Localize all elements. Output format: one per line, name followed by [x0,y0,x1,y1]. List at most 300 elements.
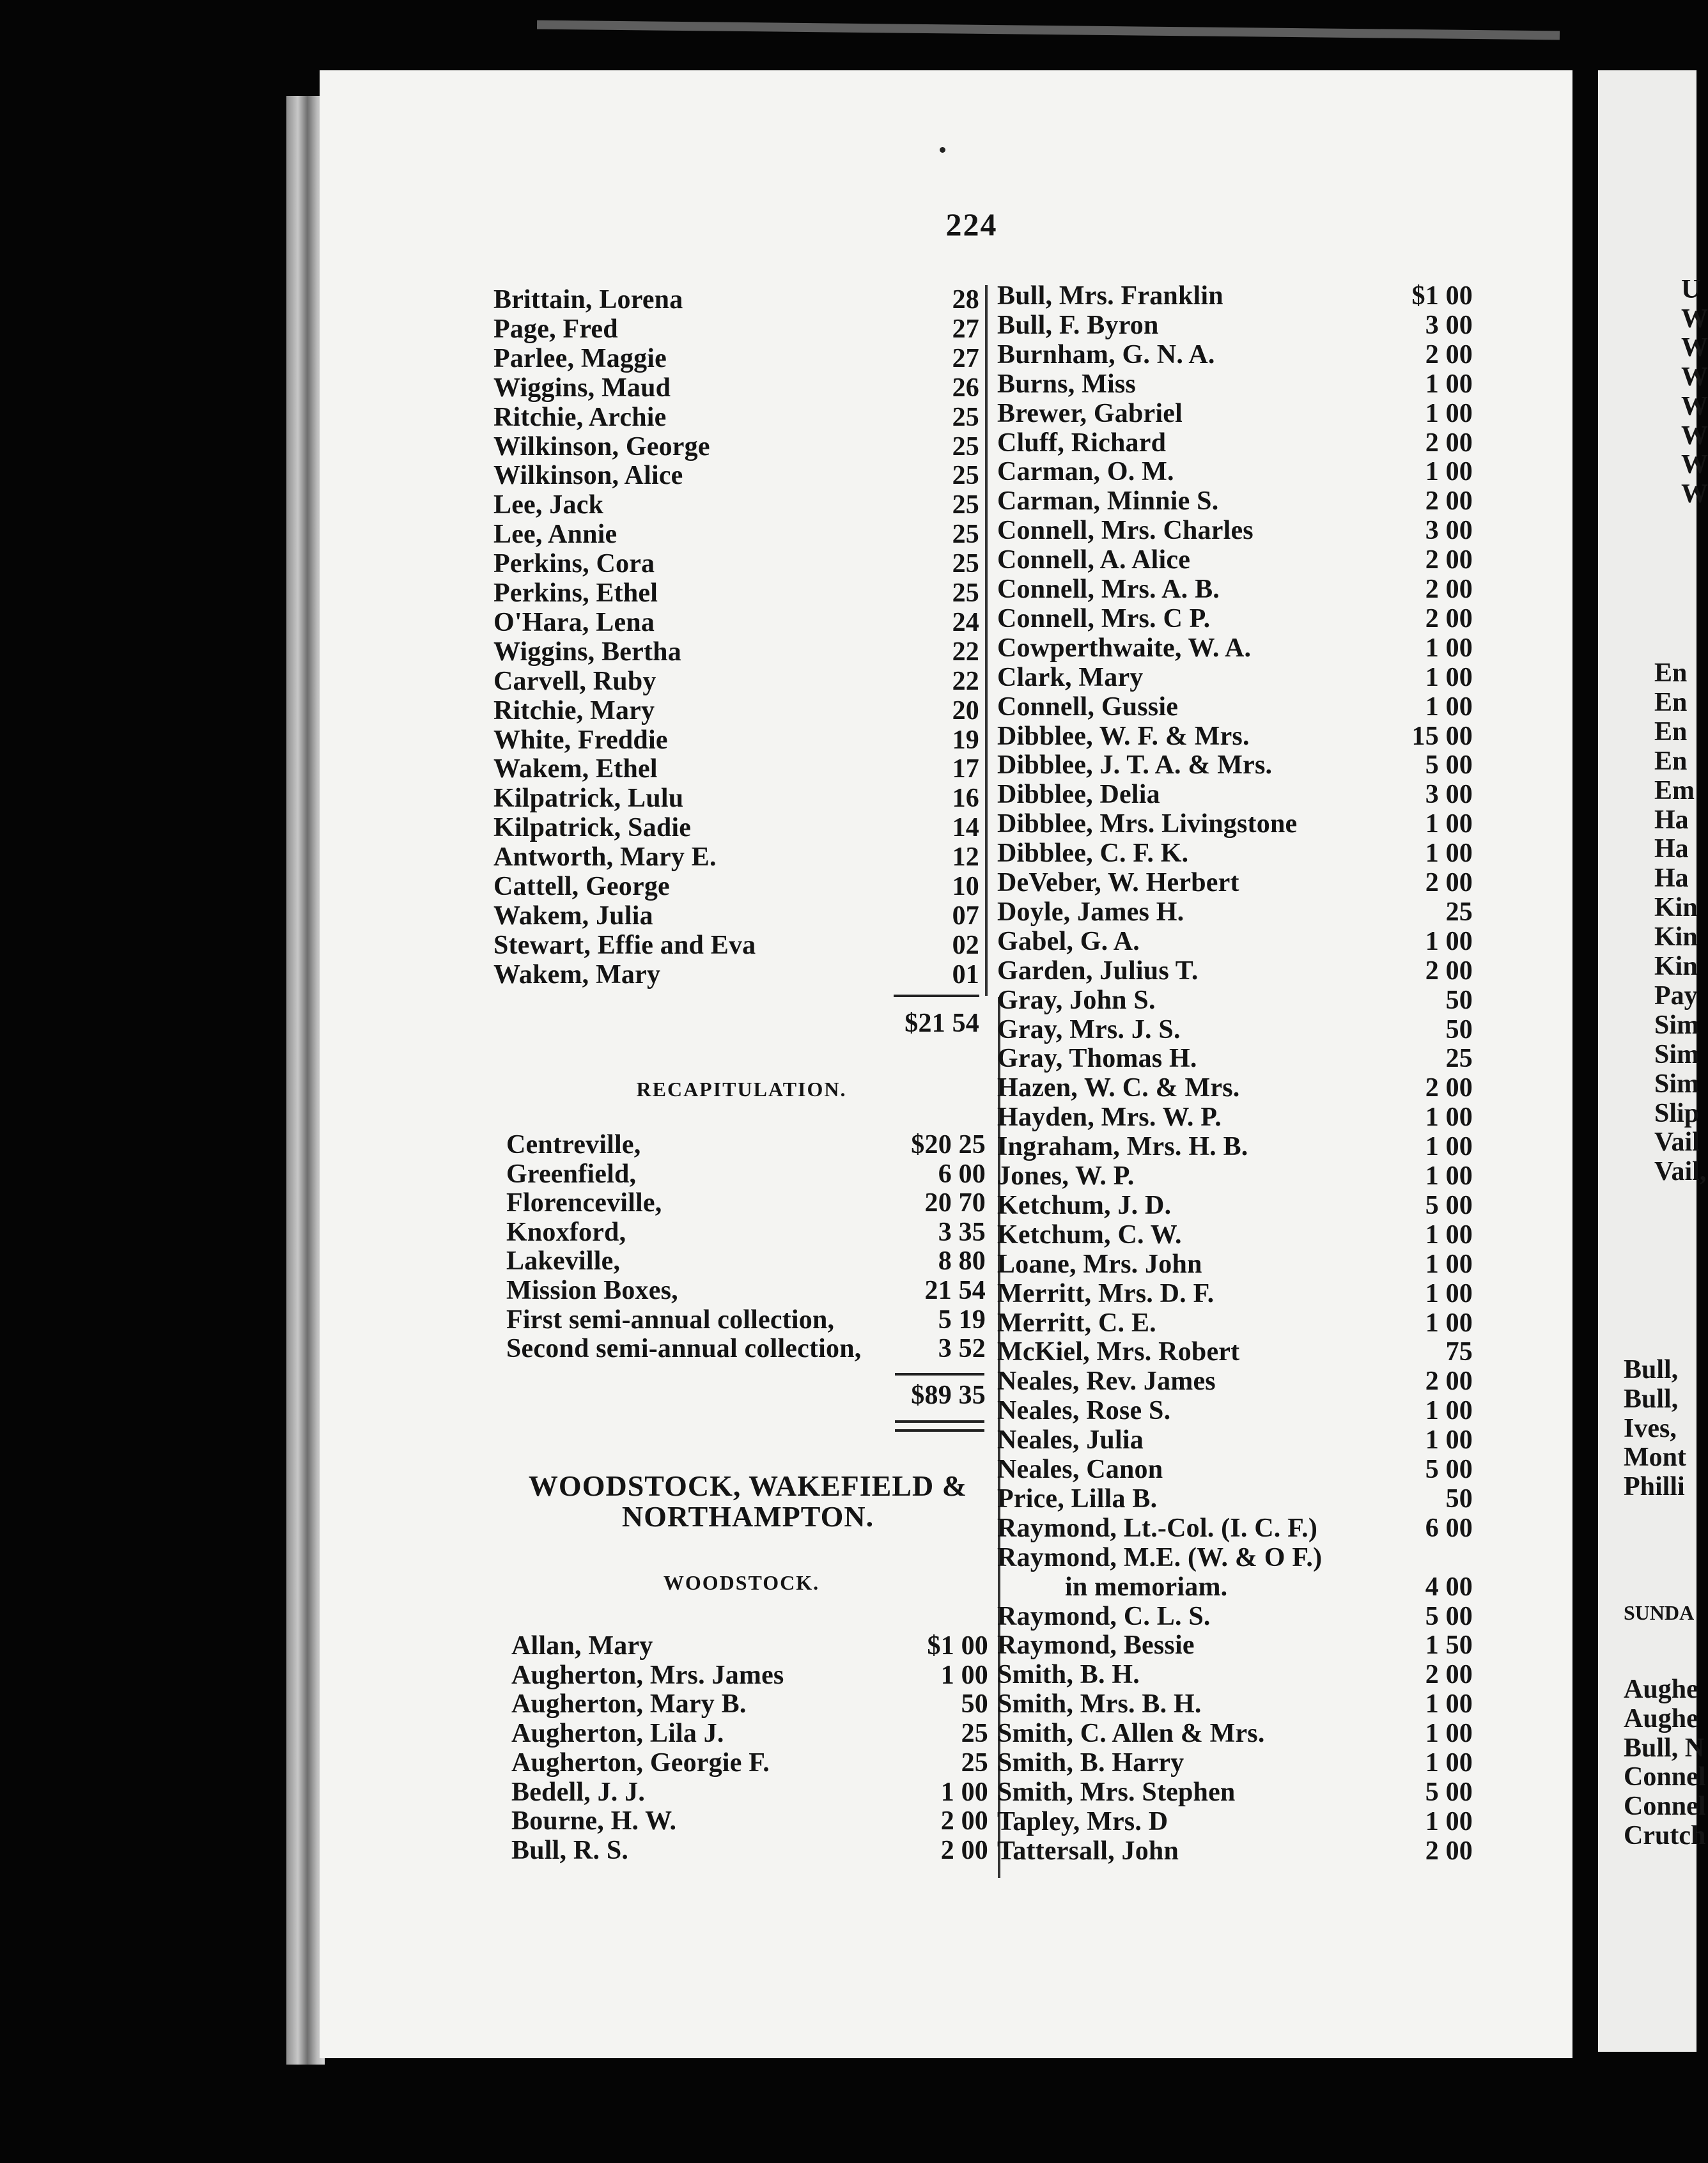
col2-name: Neales, Rev. James [997,1367,1216,1397]
col2-entry [997,1602,1473,1631]
next-page-text: Crutch [1624,1821,1706,1850]
col2-name: Doyle, James H. [997,897,1184,927]
col1-entry [493,373,979,403]
col2-amount: 25 [1445,897,1473,927]
col1-amount: 25 [952,549,979,579]
col2-entry [997,1514,1473,1543]
col2-name: DeVeber, W. Herbert [997,868,1239,897]
next-page-text: Mont [1624,1443,1686,1473]
col1-name: Perkins, Ethel [493,578,658,608]
next-page-text: Pay [1654,981,1698,1011]
next-page-text: Bull, [1624,1355,1679,1384]
col2-name: Burns, Miss [997,369,1136,399]
woodstock-name: Bedell, J. J. [511,1777,646,1807]
col2-name: Ketchum, J. D. [997,1190,1172,1220]
col2-name: Hazen, W. C. & Mrs. [997,1073,1240,1103]
col2-entry [997,927,1473,956]
col1-name: Ritchie, Mary [493,695,655,725]
col2-name: Raymond, C. L. S. [997,1601,1211,1631]
col2-name: Cluff, Richard [997,428,1167,458]
col1-name: Parlee, Maggie [493,343,667,373]
recap-entry [506,1218,986,1247]
col2-amount: 1 00 [1425,398,1473,428]
col2-amount: 2 00 [1425,956,1473,986]
recap-entry [506,1305,986,1335]
col2-name: Gray, John S. [997,985,1156,1015]
col1-entry [493,461,979,490]
col1-amount: 10 [952,872,979,901]
col1-amount: 12 [952,842,979,872]
recap-entry [506,1188,986,1218]
recap-entry [506,1130,986,1159]
recap-amount: 3 52 [938,1334,986,1364]
col2-name: Raymond, M.E. (W. & O F.) [997,1542,1323,1572]
col2-amount: 1 00 [1425,1748,1473,1778]
next-page-text: Vail [1654,1128,1700,1158]
woodstock-entry [511,1631,988,1661]
next-page-text: Connel [1624,1762,1706,1792]
col2-amount: 1 50 [1425,1631,1473,1661]
col2-entry [997,1367,1473,1396]
col1-amount: 07 [952,901,979,931]
section-title-line2: NORTHAMPTON. [621,1500,874,1533]
col2-amount: 1 00 [1425,457,1473,487]
col2-amount: 50 [1445,985,1473,1015]
col1-name: Perkins, Cora [493,549,655,579]
col1-amount: 25 [952,490,979,520]
col2-entry [997,1337,1473,1367]
col1-entry [493,842,979,872]
col1-amount: 25 [952,402,979,432]
col1-amount: 16 [952,784,979,814]
col2-amount: 2 00 [1425,575,1473,604]
col2-entry [997,1455,1473,1484]
col2-amount: 1 00 [1425,926,1473,956]
col2-amount: 1 00 [1425,662,1473,692]
col1-entry [493,344,979,373]
col2-amount: 4 00 [1425,1572,1473,1602]
col1-name: Wakem, Julia [493,901,653,931]
col1-entry [493,490,979,520]
col2-entry [997,1836,1473,1866]
woodstock-name: Augherton, Mrs. James [511,1660,784,1690]
col2-amount: 5 00 [1425,1777,1473,1807]
col2-entry [997,1660,1473,1689]
col1-entry [493,637,979,667]
col2-amount: 1 00 [1425,369,1473,399]
col2-amount: 2 00 [1425,1660,1473,1690]
col2-name: Tattersall, John [997,1836,1179,1866]
col2-entry [997,1073,1473,1103]
col1-entry [493,520,979,549]
col1-amount: 14 [952,813,979,843]
col2-entry [997,428,1473,458]
col2-entry [997,780,1473,809]
top-scan-strip [537,20,1560,40]
next-page-text: Slip [1654,1098,1700,1128]
recap-double-rule-1 [895,1420,984,1423]
col2-amount: 1 00 [1425,1132,1473,1162]
next-page-text: Vail, [1654,1157,1707,1187]
col2-entry [997,486,1473,516]
col2-amount: 75 [1445,1337,1473,1367]
section-title-line1: WOODSTOCK, WAKEFIELD & [528,1469,968,1502]
next-page-text: Kin [1654,893,1698,923]
col1-entry [493,754,979,784]
col2-entry [997,1807,1473,1836]
woodstock-name: Allan, Mary [511,1631,653,1661]
next-page-text: Ha [1654,864,1689,894]
recap-heading: RECAPITULATION. [636,1078,847,1101]
col1-entry [493,667,979,696]
col1-name: Cattell, George [493,872,670,901]
col1-amount: 25 [952,520,979,550]
col1-name: Wiggins, Bertha [493,637,681,667]
col2-entry [997,1191,1473,1220]
col2-amount: 50 [1445,1014,1473,1044]
next-page-text: Kin [1654,952,1698,981]
woodstock-entry [511,1806,988,1836]
col1-name: Carvell, Ruby [493,666,656,696]
woodstock-name: Bourne, H. W. [511,1806,677,1836]
next-page-text: Ives, [1624,1413,1677,1443]
col2-name: Carman, O. M. [997,457,1174,487]
woodstock-amount: 1 00 [940,1777,988,1807]
next-page-text: U [1681,275,1701,304]
col1-amount: 22 [952,637,979,667]
col2-name: Dibblee, W. F. & Mrs. [997,721,1250,751]
col2-name: Tapley, Mrs. D [997,1806,1168,1836]
subsection-heading: WOODSTOCK. [663,1571,820,1594]
col1-entry [493,813,979,842]
col2-amount: 1 00 [1425,1103,1473,1133]
col2-name: Jones, W. P. [997,1161,1135,1191]
col2-amount: 1 00 [1425,1161,1473,1191]
col2-entry [997,839,1473,868]
col2-amount: 2 00 [1425,486,1473,516]
woodstock-entry [511,1748,988,1778]
woodstock-amount: 1 00 [940,1660,988,1690]
col2-name: Connell, A. Alice [997,545,1191,575]
col2-amount: 1 00 [1425,1806,1473,1836]
woodstock-entry [511,1689,988,1719]
next-page-text: Bull, [1624,1384,1679,1414]
col2-entry [997,1543,1473,1572]
col1-name: Wakem, Mary [493,959,661,989]
woodstock-amount: 25 [961,1719,988,1749]
col1-entry [493,549,979,578]
col2-name: Bull, F. Byron [997,310,1159,340]
col1-name: Lee, Jack [493,490,604,520]
col1-entry [493,725,979,755]
col2-entry [997,1161,1473,1191]
recap-amount: 21 54 [924,1276,986,1305]
woodstock-amount: 2 00 [940,1806,988,1836]
col2-entry [997,604,1473,633]
col1-amount: 17 [952,754,979,784]
col2-name: Smith, B. Harry [997,1748,1184,1778]
col1-entry [493,403,979,432]
col2-amount: 1 00 [1425,692,1473,722]
col2-entry [997,809,1473,839]
col2-amount: 1 00 [1425,839,1473,869]
col2-amount: 5 00 [1425,1601,1473,1631]
woodstock-name: Augherton, Mary B. [511,1689,747,1719]
col1-name: Page, Fred [493,314,618,344]
col1-entry [493,314,979,344]
recap-name: Florenceville, [506,1188,662,1218]
col2-name: Gabel, G. A. [997,926,1140,956]
col2-name: Connell, Gussie [997,692,1179,722]
col1-name: Wiggins, Maud [493,373,671,403]
col2-name: Raymond, Bessie [997,1631,1195,1661]
col2-name: Connell, Mrs. Charles [997,516,1254,546]
col2-entry [997,956,1473,986]
woodstock-name: Bull, R. S. [511,1835,629,1865]
col2-amount: 2 00 [1425,1367,1473,1397]
col2-entry [997,1631,1473,1660]
printer-dot [940,147,945,153]
next-page-text: Connel [1624,1792,1706,1822]
recap-total-amount: $89 35 [911,1381,986,1410]
col1-entry [493,285,979,314]
next-page-text: W [1681,362,1708,392]
next-page-text: W [1681,391,1708,421]
col1-amount: 19 [952,725,979,755]
next-page-text: En [1654,687,1688,717]
col2-entry [997,516,1473,545]
col2-amount: 1 00 [1425,1220,1473,1250]
col2-amount: 3 00 [1425,780,1473,810]
col2-amount: $1 00 [1411,281,1473,311]
col2-amount: 5 00 [1425,1455,1473,1484]
next-page-text: En [1654,717,1688,747]
col1-name: Stewart, Effie and Eva [493,930,756,960]
col2-entry [997,1484,1473,1514]
col2-entry [997,1689,1473,1719]
col2-entry [997,1778,1473,1807]
col2-entry [997,1396,1473,1425]
col2-name: Smith, C. Allen & Mrs. [997,1719,1265,1749]
col2-amount: 2 00 [1425,1836,1473,1866]
col2-name: Merritt, Mrs. D. F. [997,1278,1215,1308]
col2-name: Dibblee, Mrs. Livingstone [997,809,1298,839]
col2-name: Connell, Mrs. A. B. [997,575,1220,604]
col1-name: Kilpatrick, Lulu [493,784,684,814]
col2-amount: 2 00 [1425,868,1473,897]
col1-name: Brittain, Lorena [493,285,683,314]
col2-name: Connell, Mrs. C P. [997,603,1211,633]
col2-entry [997,633,1473,663]
col1-amount: 22 [952,666,979,696]
col2-entry [997,1308,1473,1338]
col2-name: Ketchum, C. W. [997,1220,1182,1250]
next-page-text: Sim [1654,1010,1700,1040]
col1-entry [493,872,979,901]
col1-name: Ritchie, Archie [493,402,667,432]
col1-name: Wilkinson, Alice [493,461,683,491]
col1-entry [493,696,979,725]
col2-entry [997,1572,1473,1602]
col2-name: McKiel, Mrs. Robert [997,1337,1240,1367]
col1-name: White, Freddie [493,725,668,755]
col1-total-rule [894,995,979,997]
col2-amount: 1 00 [1425,1249,1473,1279]
col2-name: Raymond, Lt.-Col. (I. C. F.) [997,1513,1318,1543]
woodstock-name: Augherton, Lila J. [511,1719,724,1749]
col2-name: Cowperthwaite, W. A. [997,633,1252,663]
col2-amount: 3 00 [1425,516,1473,546]
recap-amount: 8 80 [938,1246,986,1276]
recap-amount: $20 25 [911,1130,986,1159]
woodstock-amount: 25 [961,1748,988,1778]
next-page-text: Kin [1654,922,1698,952]
col2-name: Smith, B. H. [997,1660,1140,1690]
recap-name: Knoxford, [506,1217,626,1247]
next-page-text: Ha [1654,805,1689,835]
col2-name: Neales, Julia [997,1425,1144,1455]
col2-entry [997,897,1473,927]
col2-entry [997,1279,1473,1308]
col1-name: O'Hara, Lena [493,607,655,637]
col1-amount: 27 [952,343,979,373]
col2-entry [997,1044,1473,1073]
col2-entry [997,692,1473,722]
col2-entry [997,545,1473,575]
recap-double-rule-2 [895,1429,984,1432]
next-page-text: Ha [1654,834,1689,864]
col2-amount: 1 00 [1425,809,1473,839]
col2-name: Gray, Thomas H. [997,1044,1197,1074]
col2-amount: 1 00 [1425,1425,1473,1455]
recap-amount: 5 19 [938,1305,986,1335]
col2-entry [997,281,1473,311]
col2-entry [997,663,1473,692]
col2-entry [997,1132,1473,1161]
woodstock-amount: 2 00 [940,1835,988,1865]
col1-amount: 26 [952,373,979,403]
col1-entry [493,901,979,931]
col2-amount: 2 00 [1425,428,1473,458]
next-page-text: Aughe [1624,1675,1698,1704]
next-page-text: W [1681,333,1708,363]
next-page-text: Philli [1624,1472,1685,1502]
col1-name: Antworth, Mary E. [493,842,717,872]
col2-entry [997,868,1473,897]
next-page-text: En [1654,746,1688,776]
next-page-text: Sim [1654,1039,1700,1069]
col1-name: Wakem, Ethel [493,754,658,784]
col2-name: Merritt, C. E. [997,1308,1156,1338]
woodstock-entry [511,1661,988,1690]
recap-total-rule [895,1373,984,1376]
col2-name: Ingraham, Mrs. H. B. [997,1132,1248,1162]
col2-entry [997,1748,1473,1778]
col1-entry [493,608,979,637]
col2-entry [997,1220,1473,1250]
col1-amount: 24 [952,607,979,637]
col2-name: Loane, Mrs. John [997,1249,1202,1279]
col2-name: Dibblee, Delia [997,780,1160,810]
col1-total-amount: $21 54 [904,1009,979,1038]
next-page-text: Bull, N [1624,1733,1705,1763]
column-divider-left [985,285,988,996]
woodstock-amount: 50 [961,1689,988,1719]
page-number: 224 [945,206,998,242]
col2-name: Smith, Mrs. B. H. [997,1689,1202,1719]
col1-total [493,1009,979,1038]
recap-entry [506,1334,986,1363]
woodstock-name: Augherton, Georgie F. [511,1748,770,1778]
book-page-edge [286,96,325,2065]
col2-amount: 5 00 [1425,1190,1473,1220]
col2-amount: 1 00 [1425,1689,1473,1719]
col2-name: Dibblee, C. F. K. [997,839,1189,869]
recap-entry [506,1246,986,1276]
col1-name: Lee, Annie [493,520,617,550]
next-page-text: W [1681,479,1708,509]
col2-name: Clark, Mary [997,662,1144,692]
recap-name: First semi-annual collection, [506,1305,835,1335]
col2-name: Burnham, G. N. A. [997,339,1215,369]
col2-name: Gray, Mrs. J. S. [997,1014,1181,1044]
recap-amount: 20 70 [924,1188,986,1218]
col1-amount: 27 [952,314,979,344]
col1-entry [493,960,979,989]
col2-entry [997,1250,1473,1279]
col1-entry [493,784,979,813]
col1-amount: 28 [952,285,979,314]
col2-amount: 15 00 [1411,721,1473,751]
col2-amount: 2 00 [1425,603,1473,633]
col2-amount: 1 00 [1425,1719,1473,1749]
col2-entry [997,399,1473,428]
col2-entry [997,750,1473,780]
col1-entry [493,432,979,461]
col2-name: Price, Lilla B. [997,1484,1158,1514]
woodstock-entry [511,1778,988,1807]
col2-name: Brewer, Gabriel [997,398,1183,428]
col1-amount: 20 [952,695,979,725]
col2-entry [997,1425,1473,1455]
col2-entry [997,575,1473,604]
col2-amount: 1 00 [1425,633,1473,663]
col2-entry [997,986,1473,1015]
woodstock-amount: $1 00 [927,1631,988,1661]
next-page-text: Sim [1654,1069,1700,1099]
col2-entry [997,1719,1473,1748]
col2-amount: 3 00 [1425,310,1473,340]
woodstock-entry [511,1836,988,1865]
col2-amount: 50 [1445,1484,1473,1514]
next-page-text: Aughe [1624,1703,1698,1733]
woodstock-entry [511,1719,988,1748]
col1-entry [493,578,979,608]
col2-amount: 2 00 [1425,339,1473,369]
next-page-text: Em [1654,775,1695,805]
col2-name: in memoriam. [1065,1572,1228,1602]
col2-amount: 1 00 [1425,1308,1473,1338]
col2-amount: 2 00 [1425,1073,1473,1103]
col2-amount: 6 00 [1425,1513,1473,1543]
recap-entry [506,1159,986,1189]
col2-name: Dibblee, J. T. A. & Mrs. [997,750,1273,780]
col1-entry [493,931,979,960]
col2-name: Smith, Mrs. Stephen [997,1777,1236,1807]
col2-amount: 25 [1445,1044,1473,1074]
recap-entry [506,1276,986,1305]
col2-entry [997,1103,1473,1132]
